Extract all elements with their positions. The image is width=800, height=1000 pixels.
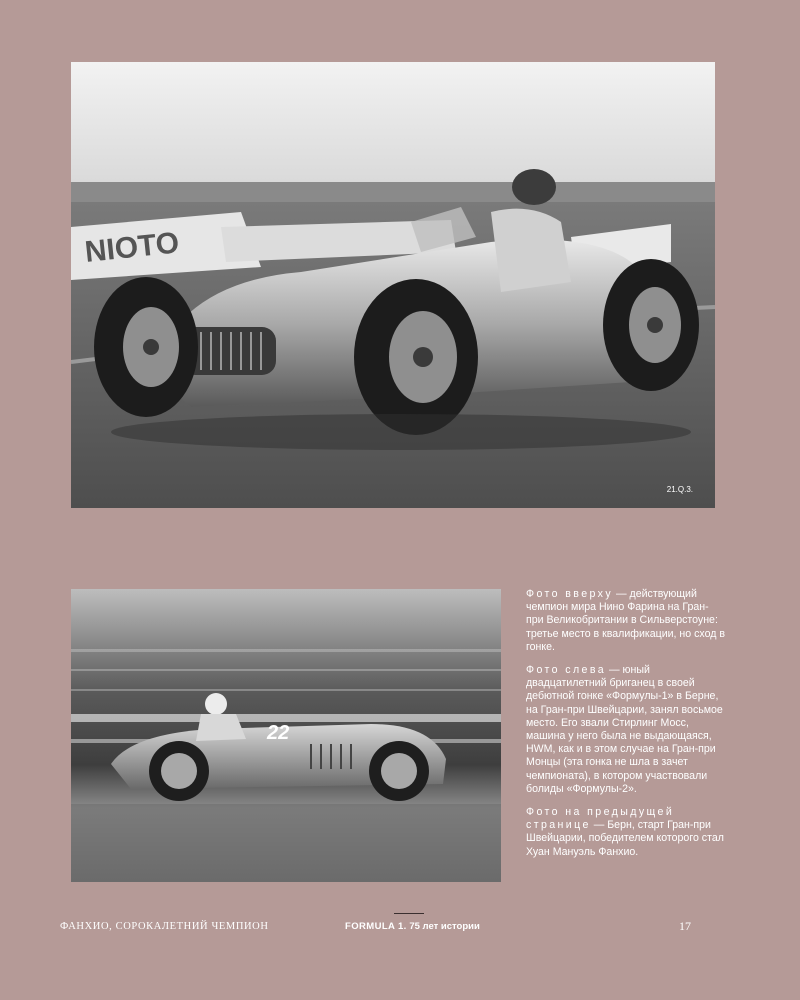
book-subtitle: 75 лет истории xyxy=(409,921,480,932)
footer-divider xyxy=(394,913,424,914)
caption-top-photo xyxy=(526,588,726,654)
caption-lead: Фото на предыдущей странице xyxy=(526,806,675,832)
caption-lead: Фото вверху xyxy=(526,588,614,600)
caption-left-photo xyxy=(526,664,726,796)
caption-text: — Берн, старт Гран-при Швейцарии, победителем которого стал Хуан Мануэль Фанхио. xyxy=(526,819,724,858)
photo-top-illustration xyxy=(71,62,715,508)
caption-text: — юный двадцатилетний бриганец в своей дебютной гонке «Формулы-1» в Берне, на Гран-при Швейцарии, занял восьмое место. Его звали Стирлинг Мосс, машина у него была не выдающаяся, HWM, как и в этом случае на Гран-при Монцы (эта гонка не шла в зачет чемпионата), в котором участвовали болиды «Формулы-2». xyxy=(526,664,723,795)
page-number: 17 xyxy=(679,919,691,933)
captions-column xyxy=(526,588,726,869)
photo-left-moss-car xyxy=(71,589,501,882)
photo-credit: 21.Q.3. xyxy=(666,485,693,494)
caption-text: — действующий чемпион мира Нино Фарина на Гран-при Великобритании в Сильверстоуне: третье место в квалификации, но сход в гонке. xyxy=(526,588,725,653)
car-number: 22 xyxy=(267,722,290,744)
caption-lead: Фото слева xyxy=(526,664,607,677)
running-footer-section-title: ФАНХИО, СОРОКАЛЕТНИЙ ЧЕМПИОН xyxy=(60,921,269,932)
caption-previous-page xyxy=(526,806,726,859)
book-brand: FORMULA 1. xyxy=(345,921,407,932)
running-footer-book-title xyxy=(345,921,480,932)
svg-text:NIOTO: NIOTO xyxy=(83,226,181,269)
photo-top-farina-car xyxy=(71,62,715,508)
